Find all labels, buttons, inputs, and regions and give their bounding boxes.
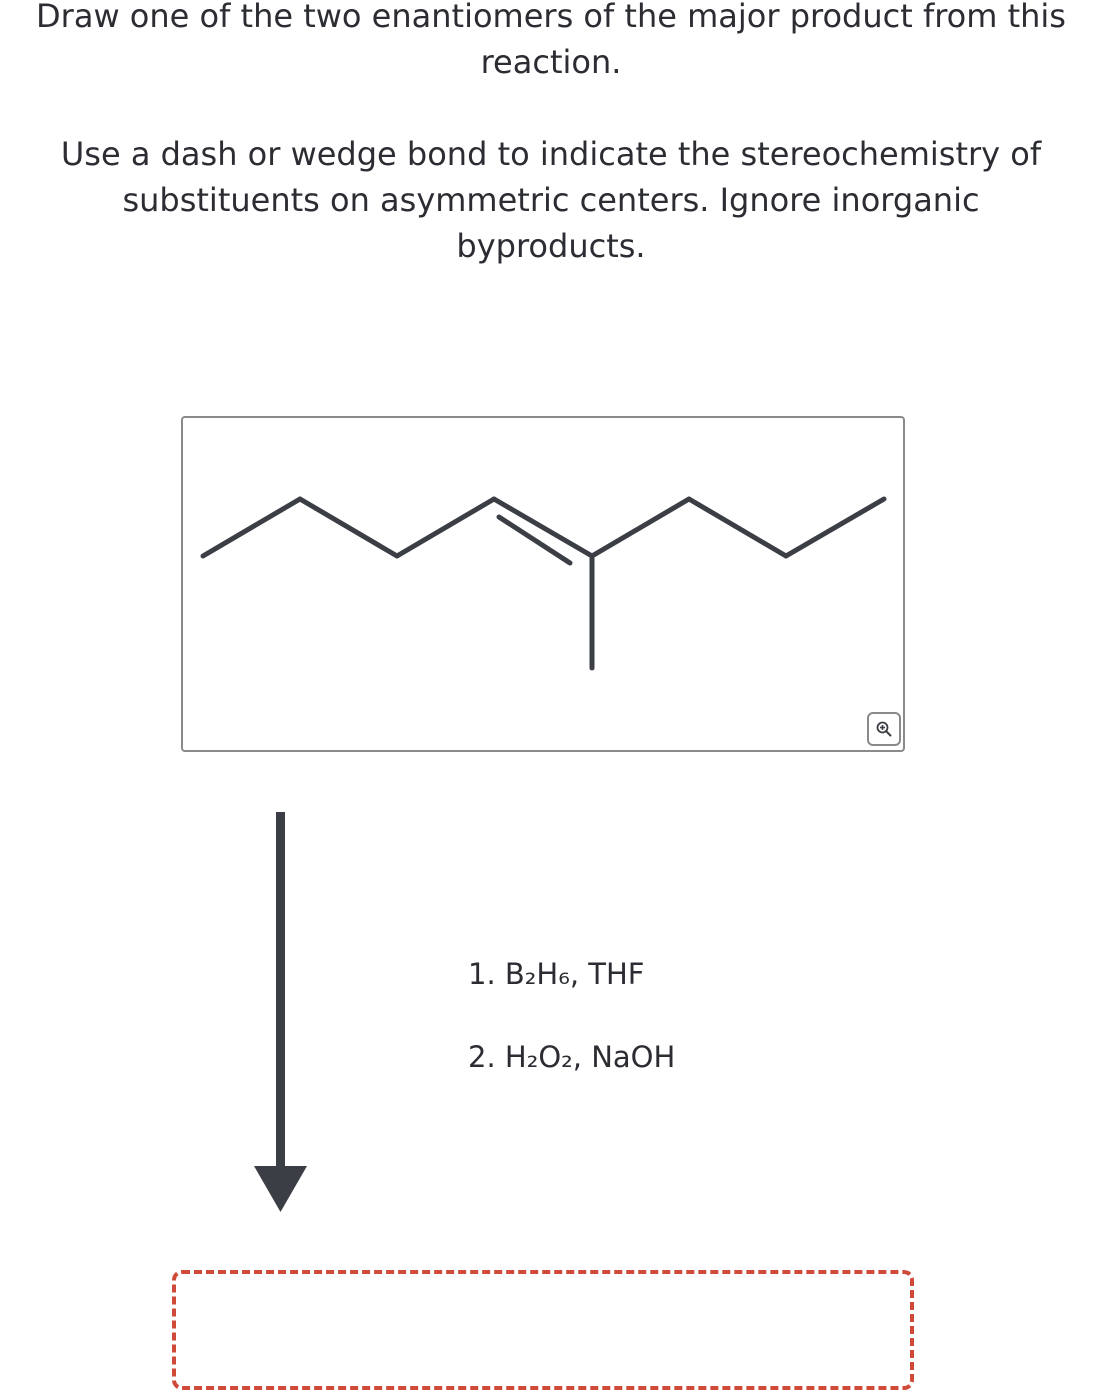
question-line-3: Use a dash or wedge bond to indicate the stereochemistry of <box>60 135 1042 173</box>
bond <box>300 499 397 556</box>
zoom-in-button[interactable] <box>867 712 901 746</box>
zoom-in-icon <box>875 720 893 738</box>
bond <box>397 499 494 556</box>
reactant-structure-box <box>181 416 905 752</box>
down-arrow-icon <box>250 810 310 1220</box>
reactant-molecule <box>183 418 903 750</box>
question-line-4: substituents on asymmetric centers. Ignore inorganic <box>122 181 980 219</box>
answer-drawing-area[interactable] <box>172 1270 914 1390</box>
reagent-step-1: 1. B₂H₆, THF <box>468 957 645 991</box>
question-line-2: reaction. <box>480 43 622 81</box>
bond <box>689 499 786 556</box>
question-line-1: Draw one of the two enantiomers of the major product from this <box>36 0 1066 35</box>
bond <box>592 499 689 556</box>
bond <box>203 499 300 556</box>
bond <box>786 499 884 556</box>
reagent-step-2: 2. H₂O₂, NaOH <box>468 1040 676 1074</box>
question-line-5: byproducts. <box>456 227 646 265</box>
